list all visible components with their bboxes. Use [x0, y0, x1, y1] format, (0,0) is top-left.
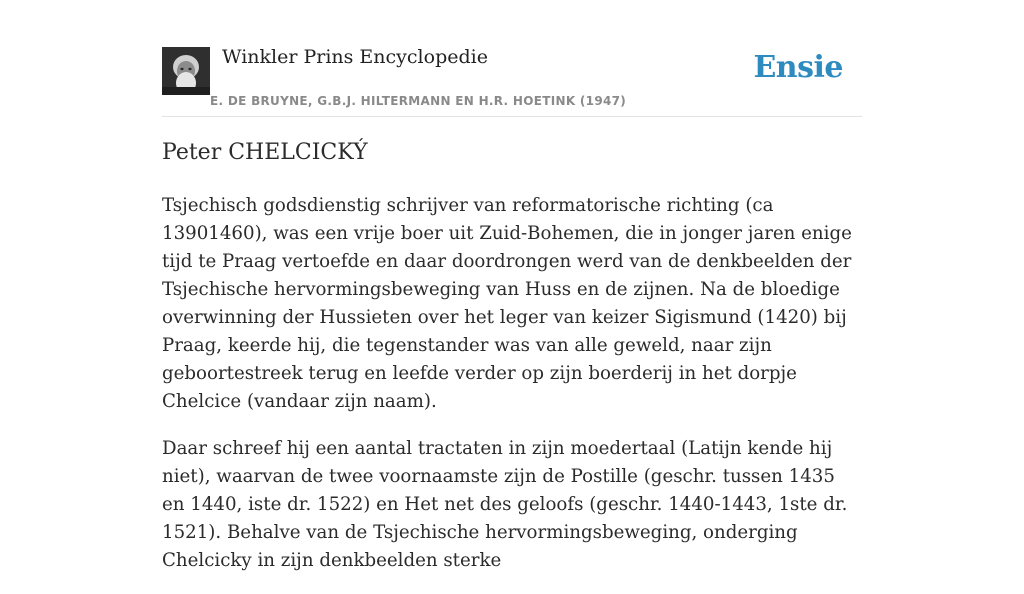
page [162, 0, 862, 571]
brand-logo[interactable]: Ensie [753, 50, 843, 85]
article-paragraph: Daar schreef hij een aantal tractaten in zijn moedertaal (Latijn kende hij niet), waarvan de twee voornaamste zijn de Postille (geschr. tussen 1435 en 1440, iste dr. 1522) en Het net des geloofs (geschr. 1440-1443, 1ste dr. 1521). Behalve van de Tsjechische hervormingsbeweging, onderging Chelcicky in zijn denkbeelden sterke [162, 438, 848, 571]
source-authors: E. DE BRUYNE, G.B.J. HILTERMANN EN H.R. HOETINK (1947) [210, 94, 627, 108]
article-title: Peter CHELCICKÝ [162, 140, 368, 165]
site-title[interactable]: Winkler Prins Encyclopedie [222, 46, 488, 68]
portrait-icon [162, 47, 210, 95]
author-avatar[interactable] [162, 47, 210, 95]
article-body [162, 192, 862, 594]
header [162, 0, 862, 117]
article-paragraph: Tsjechisch godsdienstig schrijver van reformatorische richting (ca 13901460), was een vrije boer uit Zuid-Bohemen, die in jonger jaren enige tijd te Praag vertoefde en daar doordrongen werd van de denkbeelden der Tsjechische hervormingsbeweging van Huss en de zijnen. Na de bloedige overwinning der Hussieten over het leger van keizer Sigismund (1420) bij Praag, keerde hij, die tegenstander was van alle geweld, naar zijn geboortestreek terug en leefde verder op zijn boerderij in het dorpje Chelcice (vandaar zijn naam). [162, 195, 852, 412]
